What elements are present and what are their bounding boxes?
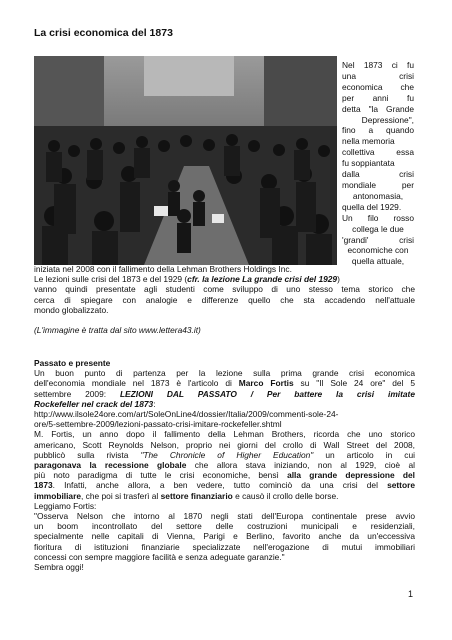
- body-text: pubblicò sulla rivista: [34, 449, 141, 460]
- author-name: Marco Fortis: [238, 378, 294, 389]
- body-text: che allora stava iniziando, non al 1929, cioè al: [186, 460, 415, 471]
- side-line: Nel 1873 ci fu: [342, 60, 414, 70]
- lesson-ref-prefix: cfr. la lezione: [187, 274, 243, 285]
- body-line: [34, 480, 415, 490]
- side-line: per anni fu: [342, 92, 414, 103]
- lesson-link[interactable]: La grande crisi del 1929: [242, 274, 338, 285]
- section-passato-presente: [34, 358, 415, 572]
- side-line: quella attuale,: [351, 256, 405, 267]
- highlight-text: paragonava la recessione globale: [34, 460, 187, 471]
- body-text: settembre 2009:: [34, 388, 120, 399]
- side-line: Depressione",: [361, 114, 414, 125]
- side-line: collega le due: [352, 223, 404, 234]
- side-line: mondiale per: [342, 179, 414, 190]
- body-text: più noto paradigma di tutte le crisi economiche, bensì: [34, 470, 288, 481]
- body-line: americano, Scott Reynolds Nelson, proprio nei giorni del crollo di Wall Street del 2008,: [34, 439, 415, 450]
- intro-line: cerca di spiegare con analogie e differenze quello che sta accadendo nell'attuale: [34, 294, 415, 305]
- intro-text: ): [337, 274, 340, 285]
- body-line: Sembra oggi!: [34, 562, 84, 573]
- side-line: fu soppiantata: [342, 158, 395, 169]
- body-line: [34, 470, 415, 480]
- section-heading-text: Passato e presente: [34, 358, 111, 368]
- body-line: [34, 399, 415, 409]
- body-line: [34, 450, 415, 460]
- highlight-text: settore: [387, 480, 415, 491]
- highlight-text: immobiliare: [34, 490, 82, 501]
- section-heading: [34, 358, 415, 368]
- article-url[interactable]: ore/5-settembre-2009/lezioni-passato-crisi-imitare-rockefeller.shtml: [34, 419, 282, 430]
- quote-line: fioritura di istituzioni finanziarie specializzate nell'erogazione di mutui immobiliari: [34, 541, 415, 552]
- side-line: antonomasia,: [352, 190, 404, 201]
- body-line: Un buon punto di partenza per la lezione sulla prima grande crisi economica: [34, 368, 415, 379]
- side-line: nella memoria: [342, 136, 395, 147]
- body-line: Leggiamo Fortis:: [34, 500, 97, 511]
- body-text: :: [153, 398, 156, 409]
- side-line: una crisi: [342, 70, 414, 81]
- highlight-text: 1873: [34, 480, 53, 491]
- side-line: collettiva essa: [342, 147, 414, 158]
- intro-line: vanno quindi presentate agli studenti come sviluppo di uno stesso tema storico che: [34, 284, 415, 295]
- crowd-photo: [34, 56, 337, 265]
- highlight-text: alla grande depressione del: [287, 470, 415, 481]
- body-line: [34, 389, 415, 399]
- intro-line: [34, 274, 415, 284]
- body-text: e causò il crollo delle borse.: [232, 490, 339, 501]
- quote-line: specialmente nelle capitali di Vienna, Parigi e Berlino, favorito anche da un'eccessiva: [34, 531, 415, 542]
- body-text: . Infatti, anche allora, a ben vedere, tutto cominciò da una crisi del: [52, 480, 388, 491]
- body-line: [34, 460, 415, 470]
- page-title: La crisi economica del 1873: [34, 27, 173, 39]
- highlight-text: settore finanziario: [160, 490, 233, 501]
- intro-paragraph: [34, 264, 415, 315]
- body-text: su "Il Sole 24 ore" del 5: [293, 378, 415, 389]
- article-title: LEZIONI DAL PASSATO / Per battere la crisi imitate: [119, 388, 415, 399]
- side-line: 'grandi' crisi: [342, 234, 414, 245]
- quote-line: un boom incontrollato del settore delle costruzioni municipali e residenziali,: [34, 521, 415, 532]
- article-title: Rockefeller nel crack del 1873: [34, 398, 154, 409]
- intro-text: Le lezioni sulle crisi del 1873 e del 1929 (: [34, 274, 188, 285]
- side-line: fino a quando: [342, 125, 414, 136]
- side-line: Un filo rosso: [342, 212, 414, 223]
- body-text: dell'economia mondiale nel 1873 è l'articolo di: [34, 378, 239, 389]
- intro-line: iniziata nel 2008 con il fallimento della Lehman Brothers Holdings Inc.: [34, 264, 292, 274]
- intro-line: mondo globalizzato.: [34, 304, 109, 315]
- journal-name: "The Chronicle of Higher Education": [140, 449, 314, 460]
- side-line: economica che: [342, 81, 414, 92]
- body-text: un articolo in cui: [313, 449, 415, 460]
- quote-line: "Osserva Nelson che intorno al 1870 negli stati dell'Europa continentale prese avvio: [34, 511, 415, 522]
- side-line: detta "la Grande: [342, 103, 414, 114]
- body-text: , che poi si trasferì al: [81, 490, 161, 501]
- quote-line: concessi con sempre maggiore facilità e senza adeguate garanzie.": [34, 551, 285, 562]
- image-credit: (L'immagine è tratta dal sito www.lettera43.it): [34, 325, 201, 335]
- page-number: 1: [408, 589, 414, 599]
- crowd-photo-illustration: [34, 56, 337, 265]
- side-line: quella del 1929.: [342, 201, 402, 212]
- body-line: M. Fortis, un anno dopo il fallimento della Lehman Brothers, ricorda che uno storico: [34, 429, 415, 440]
- body-line: [34, 378, 415, 388]
- side-line: economiche con: [347, 245, 409, 256]
- article-url[interactable]: http://www.ilsole24ore.com/art/SoleOnLine4/dossier/Italia/2009/commenti-sole-24-: [34, 409, 339, 420]
- side-line: dalla crisi: [342, 169, 414, 180]
- side-column-text: [342, 60, 414, 267]
- body-line: [34, 491, 415, 501]
